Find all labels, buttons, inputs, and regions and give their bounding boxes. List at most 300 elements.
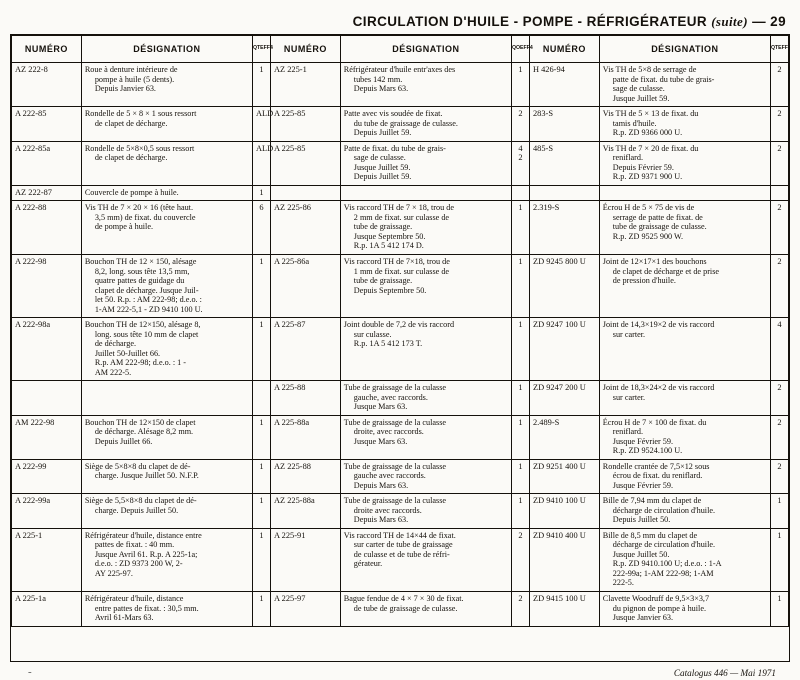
quantity-value: 1 xyxy=(518,320,523,330)
part-number: A 225-85 xyxy=(270,107,340,142)
part-number: AZ 225-88 xyxy=(270,459,340,494)
quantity-value: 1 xyxy=(259,593,264,603)
designation-line: sur carter. xyxy=(612,392,646,402)
designation-line: R.p. 1A 5 412 173 T. xyxy=(353,339,423,349)
part-number: A 222-99a xyxy=(12,494,82,529)
designation-line: Bouchon TH de 12×150 de clapet xyxy=(84,417,196,427)
quantity-value: 4 xyxy=(777,320,782,330)
quantity-value: 1 xyxy=(259,530,264,540)
designation-line: Jusque Février 59. xyxy=(612,480,674,490)
page-title xyxy=(353,14,786,30)
designation-line: quatre pattes de guidage du xyxy=(94,276,185,286)
quantity-value: 2 xyxy=(777,109,782,119)
part-quantity xyxy=(511,107,529,142)
part-quantity xyxy=(770,381,788,416)
designation-line: Siège de 5×8×8 du clapet de dé- xyxy=(84,461,191,471)
part-designation xyxy=(81,318,252,381)
parts-table xyxy=(11,35,789,627)
part-quantity xyxy=(770,201,788,255)
designation-line: de décharge. xyxy=(94,339,137,349)
quantity-value: 2 xyxy=(518,109,523,119)
part-designation xyxy=(81,381,252,416)
designation-line: Bouchon TH de 12 × 150, alésage xyxy=(84,257,197,266)
part-designation xyxy=(599,107,770,142)
quantity-value: 1 xyxy=(777,593,782,603)
designation-line: AY 225-97. xyxy=(94,568,133,578)
designation-line: Jusque Septembre 50. xyxy=(353,231,426,241)
designation-line: clapet de décharge. Jusque Juil- xyxy=(94,285,199,295)
part-designation xyxy=(81,63,252,107)
designation-line: Écrou H de 5 × 75 de vis de xyxy=(602,203,695,213)
page-title-text: CIRCULATION D'HUILE - POMPE - RÉFRIGÉRATEUR xyxy=(352,14,708,29)
designation-line: Jusque Mars 63. xyxy=(353,436,408,446)
part-quantity xyxy=(770,415,788,459)
designation-line: tube de graissage de culasse. xyxy=(612,222,707,232)
designation-line: Vis TH de 5 × 13 de fixat. du xyxy=(602,109,699,119)
designation-line: Rondelle crantée de 7,5×12 sous xyxy=(602,461,710,471)
part-number: ZD 9247 100 U xyxy=(529,318,599,381)
col-designation-3: DÉSIGNATION xyxy=(599,36,770,63)
designation-line: R.p. AM 222-98; d.e.o. : 1 - xyxy=(94,358,187,368)
part-number: H 426-94 xyxy=(529,63,599,107)
part-quantity xyxy=(770,318,788,381)
designation-line: Bille de 8,5 mm du clapet de xyxy=(602,530,698,540)
part-designation xyxy=(340,528,511,591)
designation-line: 2 mm de fixat. sur culasse de xyxy=(353,212,450,222)
designation-line: Vis TH de 7 × 20 de fixat. du xyxy=(602,143,699,153)
part-designation xyxy=(81,415,252,459)
designation-line: sage de culasse. xyxy=(353,153,406,163)
part-quantity xyxy=(252,591,270,626)
part-designation xyxy=(340,63,511,107)
part-quantity xyxy=(252,255,270,318)
designation-line: droite, avec raccords. xyxy=(353,427,424,437)
part-designation xyxy=(599,185,770,201)
parts-table-container xyxy=(10,34,790,662)
designation-line: Tube de graissage de la culasse xyxy=(343,461,447,471)
part-designation xyxy=(81,107,252,142)
designation-line: 8,2, long. sous tête 13,5 mm, xyxy=(94,266,190,276)
part-number: ZD 9410 400 U xyxy=(529,528,599,591)
designation-line: pompe à huile (5 dents). xyxy=(94,74,175,84)
quantity-value: 1 xyxy=(259,187,264,197)
designation-line: de clapet de décharge. xyxy=(94,153,168,163)
quantity-value: 2 xyxy=(518,593,523,603)
quantity-value: 1 xyxy=(259,65,264,74)
quantity-value: 2 xyxy=(518,530,523,540)
part-number: A 225-97 xyxy=(270,591,340,626)
designation-line: reniflard. xyxy=(612,427,644,437)
designation-line: de clapet de décharge. xyxy=(94,118,168,128)
part-quantity xyxy=(252,318,270,381)
part-number: ZD 9245 800 U xyxy=(529,255,599,318)
part-number: A 225-1 xyxy=(12,528,82,591)
part-quantity xyxy=(252,107,274,142)
part-number: A 222-98 xyxy=(12,255,82,318)
part-number: A 225-87 xyxy=(270,318,340,381)
designation-line: 222-5. xyxy=(612,578,634,588)
part-number: AZ 225-1 xyxy=(270,63,340,107)
designation-line: Avril 61-Mars 63. xyxy=(94,613,154,623)
part-number: AM 222-98 xyxy=(12,415,82,459)
part-quantity xyxy=(770,255,788,318)
designation-line: droite avec raccords. xyxy=(353,505,422,515)
designation-line: Joint de 18,3×24×2 de vis raccord xyxy=(602,383,715,393)
designation-line: entre pattes de fixat. : 30,5 mm. xyxy=(94,603,199,613)
quantity-value: 2 xyxy=(777,203,782,213)
part-number: ZD 9247 200 U xyxy=(529,381,599,416)
part-quantity xyxy=(770,141,788,185)
table-row xyxy=(12,528,789,591)
designation-line: Jusque Janvier 63. xyxy=(612,613,674,623)
part-designation xyxy=(81,528,252,591)
part-designation xyxy=(340,494,511,529)
designation-line: pattes de fixat. : 40 mm. xyxy=(94,540,175,550)
designation-line: Rondelle de 5×8×0,5 sous ressort xyxy=(84,143,195,153)
part-number: AZ 225-86 xyxy=(270,201,340,255)
quantity-value: 1 xyxy=(259,320,264,330)
part-designation xyxy=(599,255,770,318)
designation-line: Bague fendue de 4 × 7 × 30 de fixat. xyxy=(343,593,464,603)
part-quantity xyxy=(252,381,270,416)
designation-line: Depuis Juillet 59. xyxy=(353,172,412,182)
designation-line: Patte de fixat. du tube de grais- xyxy=(343,143,446,153)
table-row xyxy=(12,255,789,318)
part-number: AZ 222-87 xyxy=(12,185,82,201)
designation-line: Clavette Woodruff de 9,5×3×3,7 xyxy=(602,593,710,603)
part-quantity xyxy=(511,63,529,107)
designation-line: Tube de graissage de la culasse xyxy=(343,496,447,506)
table-row xyxy=(12,107,789,142)
part-designation xyxy=(599,381,770,416)
designation-line: Jusque Mars 63. xyxy=(353,402,408,412)
designation-line: de tube de graissage de culasse. xyxy=(353,603,458,613)
designation-line: serrage de patte de fixat. de xyxy=(612,212,703,222)
quantity-value: ALD xyxy=(255,109,274,119)
part-quantity xyxy=(511,201,529,255)
part-designation xyxy=(599,494,770,529)
col-eff-1: QTEFF4 xyxy=(252,36,270,63)
quantity-value: 1 xyxy=(518,257,523,266)
part-designation xyxy=(599,201,770,255)
part-designation xyxy=(81,255,252,318)
designation-line: Tube de graissage de la culasse xyxy=(343,383,447,393)
table-body xyxy=(12,63,789,627)
quantity-value: 1 xyxy=(518,417,523,427)
designation-line: charge. Jusque Juillet 50. N.F.P. xyxy=(94,471,199,481)
designation-line: Depuis Février 59. xyxy=(612,162,674,172)
footer-catalog-ref: Catalogus 446 — Mai 1971 xyxy=(673,668,776,678)
part-number: AZ 222-8 xyxy=(12,63,82,107)
quantity-value: 1 xyxy=(259,257,264,266)
part-designation xyxy=(81,591,252,626)
quantity-value: 1 xyxy=(518,203,523,213)
part-number: A 225-1a xyxy=(12,591,82,626)
part-quantity xyxy=(511,255,529,318)
part-designation xyxy=(599,63,770,107)
part-quantity xyxy=(770,591,788,626)
part-quantity xyxy=(770,63,788,107)
part-designation xyxy=(340,255,511,318)
designation-line: R.p. ZD 9524.100 U. xyxy=(612,446,683,456)
designation-line: gérateur. xyxy=(353,559,383,569)
designation-line: Couvercle de pompe à huile. xyxy=(84,187,179,197)
designation-line: R.p. ZD 9525 900 W. xyxy=(612,231,684,241)
part-quantity xyxy=(770,185,788,201)
table-row xyxy=(12,201,789,255)
designation-line: tubes 142 mm. xyxy=(353,74,403,84)
part-designation xyxy=(340,185,511,201)
designation-line: Joint double de 7,2 de vis raccord xyxy=(343,320,455,330)
designation-line: Tube de graissage de la culasse xyxy=(343,417,447,427)
part-designation xyxy=(340,591,511,626)
quantity-value: 2 xyxy=(777,383,782,393)
col-eff-3: QTEFF xyxy=(770,36,788,63)
designation-line: Patte avec vis soudée de fixat. xyxy=(343,109,443,119)
quantity-value: 2 xyxy=(777,143,782,153)
part-number: A 222-85a xyxy=(12,141,82,185)
designation-line: 3,5 mm) de fixat. du couvercle xyxy=(94,212,196,222)
quantity-value: 1 xyxy=(777,530,782,540)
part-number: A 222-99 xyxy=(12,459,82,494)
designation-line: tube de graissage. xyxy=(353,222,413,232)
designation-line: de culasse et de tube de réfri- xyxy=(353,549,450,559)
quantity-value: 1 xyxy=(518,461,523,471)
part-number: 2.489-S xyxy=(529,415,599,459)
page-title-suite: (suite) xyxy=(711,14,748,29)
quantity-value: 1 xyxy=(259,461,264,471)
part-designation xyxy=(340,415,511,459)
designation-line: Vis raccord TH de 7×18, trou de xyxy=(343,257,450,266)
part-designation xyxy=(599,318,770,381)
designation-line: Depuis Janvier 63. xyxy=(94,84,156,94)
part-number: ZD 9415 100 U xyxy=(529,591,599,626)
quantity-value: 1 xyxy=(259,417,264,427)
designation-line: du pignon de pompe à huile. xyxy=(612,603,707,613)
designation-line: sage de culasse. xyxy=(612,84,665,94)
designation-line: Joint de 14,3×19×2 de vis raccord xyxy=(602,320,715,330)
designation-line: Depuis Septembre 50. xyxy=(353,285,427,295)
designation-line: long. sous tête 10 mm de clapet xyxy=(94,329,199,339)
designation-line: Depuis Mars 63. xyxy=(353,84,409,94)
designation-line: 1 mm de fixat. sur culasse de xyxy=(353,266,450,276)
table-row xyxy=(12,318,789,381)
part-designation xyxy=(81,185,252,201)
designation-line: d.e.o. : ZD 9373 200 W, 2- xyxy=(94,559,183,569)
part-designation xyxy=(81,141,252,185)
designation-line: décharge de circulation d'huile. xyxy=(612,540,716,550)
part-designation xyxy=(340,201,511,255)
part-designation xyxy=(81,201,252,255)
table-row xyxy=(12,141,789,185)
designation-line: de décharge. Alésage 8,2 mm. xyxy=(94,427,194,437)
designation-line: patte de fixat. du tube de grais- xyxy=(612,74,715,84)
part-number xyxy=(270,185,340,201)
page-title-dash: — xyxy=(752,14,767,29)
part-number: A 222-98a xyxy=(12,318,82,381)
page-header xyxy=(10,8,790,30)
part-quantity xyxy=(770,528,788,591)
part-designation xyxy=(599,528,770,591)
designation-line: Depuis Mars 63. xyxy=(353,515,409,525)
designation-line: sur culasse. xyxy=(353,329,392,339)
designation-line: Depuis Juillet 50. xyxy=(612,515,671,525)
part-quantity xyxy=(252,415,270,459)
part-quantity xyxy=(252,494,270,529)
part-number: A 225-85 xyxy=(270,141,340,185)
quantity-value: 2 xyxy=(518,153,523,163)
part-quantity xyxy=(511,141,529,185)
quantity-value: 1 xyxy=(518,383,523,393)
part-number: AZ 225-88a xyxy=(270,494,340,529)
part-number: ZD 9251 400 U xyxy=(529,459,599,494)
designation-line: charge. Depuis Juillet 50. xyxy=(94,505,179,515)
part-number xyxy=(529,185,599,201)
designation-line: R.p. ZD 9366 000 U. xyxy=(612,128,683,138)
designation-line: Jusque Février 59. xyxy=(612,436,674,446)
col-numero-1: NUMÉRO xyxy=(12,36,82,63)
col-designation-2: DÉSIGNATION xyxy=(340,36,511,63)
part-designation xyxy=(340,459,511,494)
designation-line: Roue à denture intérieure de xyxy=(84,65,178,74)
designation-line: Siège de 5,5×8×8 du clapet de dé- xyxy=(84,496,197,506)
designation-line: Jusque Avril 61. R.p. A 225-1a; xyxy=(94,549,198,559)
part-quantity xyxy=(252,63,270,107)
part-number xyxy=(12,381,82,416)
page-footer xyxy=(10,662,790,678)
designation-line: décharge de circulation d'huile. xyxy=(612,505,716,515)
part-number: A 225-86a xyxy=(270,255,340,318)
designation-line: de pression d'huile. xyxy=(612,276,676,286)
designation-line: 222-99a; 1-AM 222-98; 1-AM xyxy=(612,568,714,578)
page-number: 29 xyxy=(770,14,786,29)
part-quantity xyxy=(511,381,529,416)
part-quantity xyxy=(511,415,529,459)
designation-line: Vis TH de 7 × 20 × 16 (tête haut. xyxy=(84,203,194,213)
table-row xyxy=(12,459,789,494)
designation-line: Réfrigérateur d'huile, distance entre xyxy=(84,530,202,540)
quantity-value: ALD xyxy=(255,143,274,153)
part-number: 283-S xyxy=(529,107,599,142)
table-row xyxy=(12,63,789,107)
designation-line: 1-AM 222-5,1 - ZD 9410 100 U. xyxy=(94,304,203,314)
part-number: A 225-88a xyxy=(270,415,340,459)
designation-line: Rondelle de 5 × 8 × 1 sous ressort xyxy=(84,109,197,119)
designation-line: Bouchon TH de 12×150, alésage 8, xyxy=(84,320,201,330)
part-number: A 225-91 xyxy=(270,528,340,591)
quantity-value: 2 xyxy=(777,257,782,266)
designation-line: Vis TH de 5×8 de serrage de xyxy=(602,65,697,74)
designation-line: let 50. R.p. : AM 222-98; d.e.o. : xyxy=(94,295,202,305)
designation-line: Depuis Juillet 66. xyxy=(94,436,153,446)
designation-line: Vis raccord TH de 14×44 de fixat. xyxy=(343,530,456,540)
part-designation xyxy=(599,591,770,626)
col-numero-3: NUMÉRO xyxy=(529,36,599,63)
col-eff-2: QOEFF4 xyxy=(511,36,529,63)
part-number: 2.319-S xyxy=(529,201,599,255)
designation-line: Jusque Juillet 50. xyxy=(612,549,670,559)
col-designation-1: DÉSIGNATION xyxy=(81,36,252,63)
table-row xyxy=(12,591,789,626)
part-quantity xyxy=(511,318,529,381)
table-header-row xyxy=(12,36,789,63)
part-quantity xyxy=(770,494,788,529)
designation-line: R.p. ZD 9410.100 U; d.e.o. : 1-A xyxy=(612,559,722,569)
part-quantity xyxy=(252,528,270,591)
designation-line: Réfrigérateur d'huile entr'axes des xyxy=(343,65,456,74)
table-row xyxy=(12,494,789,529)
part-designation xyxy=(599,459,770,494)
part-quantity xyxy=(511,185,529,201)
designation-line: tamis d'huile. xyxy=(612,118,657,128)
designation-line: Jusque Juillet 59. xyxy=(353,162,411,172)
quantity-value: 4 xyxy=(518,143,523,153)
designation-line: Juillet 50-Juillet 66. xyxy=(94,348,161,358)
part-quantity xyxy=(252,185,270,201)
part-quantity xyxy=(511,459,529,494)
quantity-value: 1 xyxy=(259,496,264,506)
quantity-value: 2 xyxy=(777,65,782,74)
table-row xyxy=(12,185,789,201)
designation-line: sur carter. xyxy=(612,329,646,339)
part-quantity xyxy=(252,201,270,255)
quantity-value: 1 xyxy=(518,496,523,506)
designation-line: Joint de 12×17×1 des bouchons xyxy=(602,257,707,266)
designation-line: Vis raccord TH de 7 × 18, trou de xyxy=(343,203,454,213)
part-quantity xyxy=(252,459,270,494)
part-number: ZD 9410 100 U xyxy=(529,494,599,529)
designation-line: gauche avec raccords. xyxy=(353,471,426,481)
part-designation xyxy=(599,415,770,459)
designation-line: de pompe à huile. xyxy=(94,222,154,232)
part-number: A 225-88 xyxy=(270,381,340,416)
part-number: 485-S xyxy=(529,141,599,185)
designation-line: sur carter de tube de graissage xyxy=(353,540,453,550)
quantity-value: 2 xyxy=(777,417,782,427)
designation-line: reniflard. xyxy=(612,153,644,163)
designation-line: AM 222-5. xyxy=(94,367,132,377)
designation-line: du tube de graissage de culasse. xyxy=(353,118,458,128)
quantity-value: 1 xyxy=(518,65,523,74)
designation-line: Jusque Juillet 59. xyxy=(612,93,670,103)
part-quantity xyxy=(511,591,529,626)
designation-line: Bille de 7,94 mm du clapet de xyxy=(602,496,702,506)
designation-line: Depuis Juillet 59. xyxy=(353,128,412,138)
designation-line: Réfrigérateur d'huile, distance xyxy=(84,593,184,603)
part-quantity xyxy=(511,494,529,529)
part-designation xyxy=(81,494,252,529)
designation-line: tube de graissage. xyxy=(353,276,413,286)
designation-line: de clapet de décharge et de prise xyxy=(612,266,720,276)
col-numero-2: NUMÉRO xyxy=(270,36,340,63)
part-designation xyxy=(340,381,511,416)
part-designation xyxy=(340,107,511,142)
part-designation xyxy=(340,141,511,185)
designation-line: Depuis Mars 63. xyxy=(353,480,409,490)
designation-line: R.p. 1A 5 412 174 D. xyxy=(353,241,424,251)
part-designation xyxy=(599,141,770,185)
designation-line: R.p. ZD 9371 900 U. xyxy=(612,172,683,182)
footer-left-mark: - xyxy=(28,666,32,678)
part-quantity xyxy=(252,141,274,185)
part-number: A 222-88 xyxy=(12,201,82,255)
designation-line: Écrou H de 7 × 100 de fixat. du xyxy=(602,417,707,427)
table-row xyxy=(12,415,789,459)
quantity-value: 6 xyxy=(259,203,264,213)
part-quantity xyxy=(770,107,788,142)
designation-line: gauche, avec raccords. xyxy=(353,392,428,402)
designation-line: écrou de fixat. du reniflard. xyxy=(612,471,703,481)
